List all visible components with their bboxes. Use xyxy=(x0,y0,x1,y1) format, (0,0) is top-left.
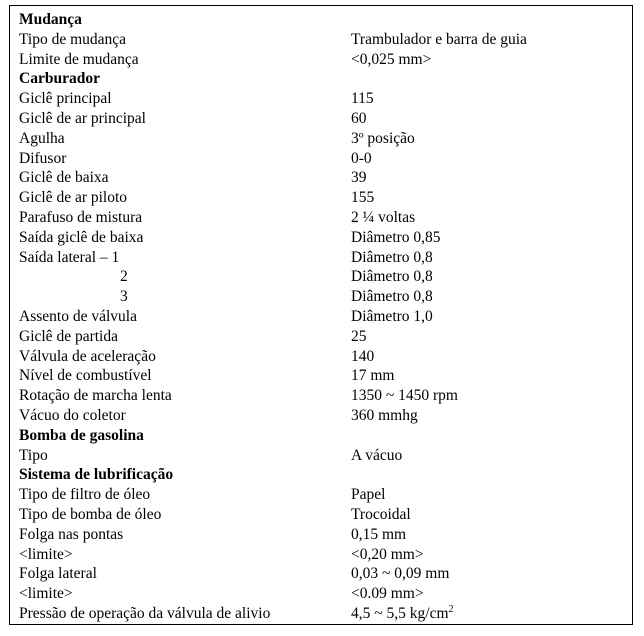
row-label: Nível de combustível xyxy=(19,367,152,385)
row-label: <limite> xyxy=(19,585,73,603)
row-value: 1350 ~ 1450 rpm xyxy=(351,387,458,405)
row-label: Tipo de bomba de óleo xyxy=(19,505,162,523)
row-value: 360 mmhg xyxy=(351,406,418,424)
row-label: 3 xyxy=(120,288,128,306)
row-value: Diâmetro 0,8 xyxy=(351,268,433,286)
table-row xyxy=(10,30,632,50)
table-row xyxy=(10,446,632,466)
row-value: 39 xyxy=(351,169,367,187)
table-row xyxy=(10,604,632,624)
row-value: Trocoidal xyxy=(351,505,411,523)
row-label: Giclê de baixa xyxy=(19,169,109,187)
row-label: Giclê principal xyxy=(19,90,112,108)
table-row xyxy=(10,50,632,70)
table-row xyxy=(10,327,632,347)
row-label: Tipo de mudança xyxy=(19,30,127,48)
row-value: Diâmetro 0,8 xyxy=(351,288,433,306)
row-label: Rotação de marcha lenta xyxy=(19,387,172,405)
section-heading-text: Carburador xyxy=(19,70,100,88)
row-label: Saída lateral – 1 xyxy=(19,248,120,266)
section-heading-text: Bomba de gasolina xyxy=(19,426,144,444)
unit-superscript: 2 xyxy=(448,603,454,615)
row-value: 0-0 xyxy=(351,149,372,167)
row-label: Agulha xyxy=(19,129,65,147)
table-row xyxy=(10,168,632,188)
table-row xyxy=(10,129,632,149)
section-heading xyxy=(10,69,632,89)
spec-table xyxy=(9,5,633,625)
table-row xyxy=(10,208,632,228)
table-row xyxy=(10,188,632,208)
row-label: Limite de mudança xyxy=(19,50,139,68)
row-label: Válvula de aceleração xyxy=(19,347,156,365)
section-heading xyxy=(10,426,632,446)
row-value: Trambulador e barra de guia xyxy=(351,30,527,48)
table-row xyxy=(10,149,632,169)
table-row xyxy=(10,228,632,248)
table-row xyxy=(10,485,632,505)
row-value: 3º posição xyxy=(351,129,415,147)
row-value: 115 xyxy=(351,90,374,108)
row-label: Parafuso de mistura xyxy=(19,208,143,226)
table-row xyxy=(10,248,632,268)
row-value: 60 xyxy=(351,109,367,127)
row-value: Diâmetro 0,8 xyxy=(351,248,433,266)
section-heading-text: Sistema de lubrificação xyxy=(19,466,174,484)
table-row xyxy=(10,287,632,307)
row-value: Papel xyxy=(351,486,386,504)
row-label: Difusor xyxy=(19,149,67,167)
row-label: Giclê de ar piloto xyxy=(19,189,128,207)
row-label: Vácuo do coletor xyxy=(19,406,126,424)
table-row xyxy=(10,525,632,545)
section-heading xyxy=(10,465,632,485)
table-row xyxy=(10,347,632,367)
row-label: Pressão de operação da válvula de alivio xyxy=(19,604,271,622)
table-row xyxy=(10,584,632,604)
row-value xyxy=(351,604,454,624)
row-value: <0,025 mm> xyxy=(351,50,432,68)
table-row xyxy=(10,109,632,129)
row-value: 0,15 mm xyxy=(351,525,407,543)
row-value: 25 xyxy=(351,327,367,345)
table-row xyxy=(10,267,632,287)
row-label: Folga nas pontas xyxy=(19,525,124,543)
table-row xyxy=(10,89,632,109)
section-heading xyxy=(10,10,632,30)
row-value: A vácuo xyxy=(351,446,403,464)
table-row xyxy=(10,366,632,386)
row-value: 2 ¼ voltas xyxy=(351,208,416,226)
row-value: <0,20 mm> xyxy=(351,545,424,563)
row-label: Saída giclê de baixa xyxy=(19,228,144,246)
row-label: Folga lateral xyxy=(19,565,97,583)
table-row xyxy=(10,505,632,525)
row-label: Tipo de filtro de óleo xyxy=(19,486,151,504)
row-label: Tipo xyxy=(19,446,48,464)
row-label: <limite> xyxy=(19,545,73,563)
row-value: 155 xyxy=(351,189,375,207)
row-label: 2 xyxy=(120,268,128,286)
table-row xyxy=(10,545,632,565)
table-row xyxy=(10,406,632,426)
table-row xyxy=(10,564,632,584)
row-value: Diâmetro 1,0 xyxy=(351,307,433,325)
row-value: 0,03 ~ 0,09 mm xyxy=(351,565,450,583)
row-value: <0.09 mm> xyxy=(351,585,424,603)
row-label: Assento de válvula xyxy=(19,307,137,325)
row-value-text: 4,5 ~ 5,5 kg/cm xyxy=(351,604,449,622)
table-row xyxy=(10,386,632,406)
section-heading-text: Mudança xyxy=(19,11,82,28)
table-row xyxy=(10,307,632,327)
row-label: Giclê de partida xyxy=(19,327,118,345)
row-value: 17 mm xyxy=(351,367,395,385)
row-value: Diâmetro 0,85 xyxy=(351,228,441,246)
row-value: 140 xyxy=(351,347,375,365)
row-label: Giclê de ar principal xyxy=(19,109,146,127)
